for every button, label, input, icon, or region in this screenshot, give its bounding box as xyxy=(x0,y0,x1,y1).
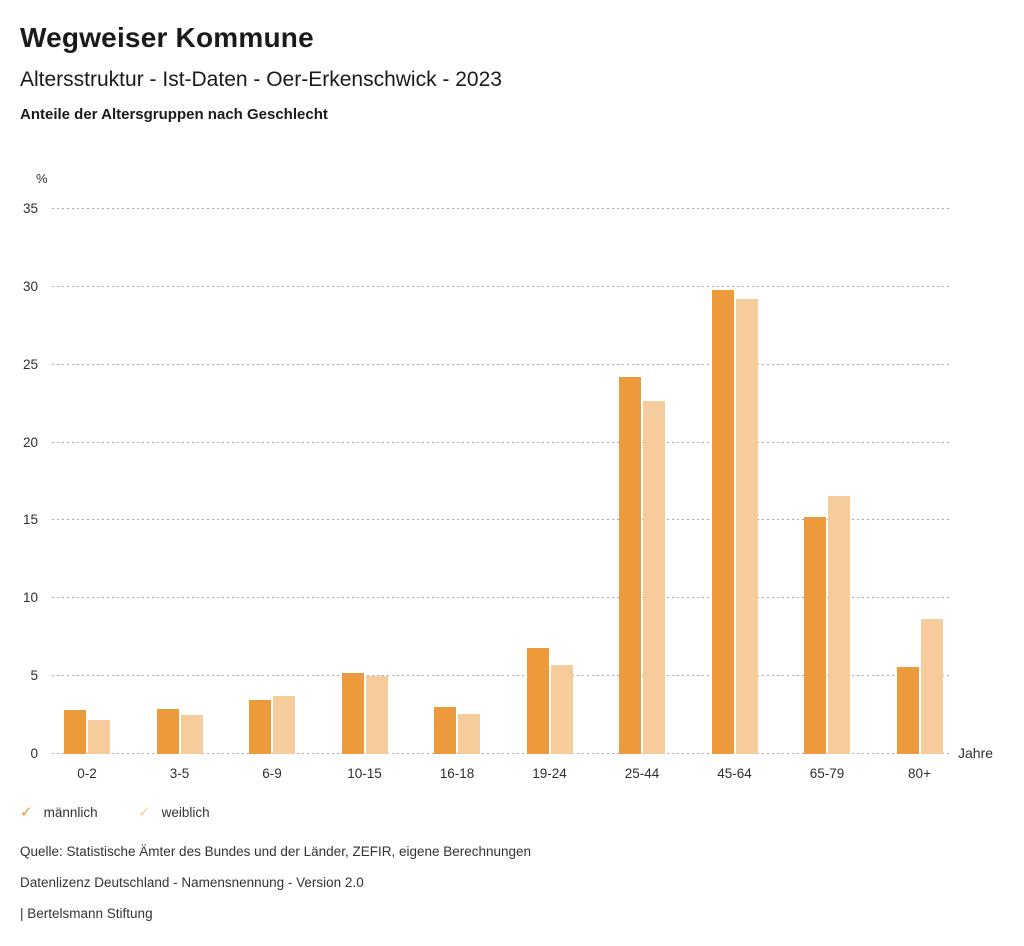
page-title: Wegweiser Kommune xyxy=(20,22,314,53)
attribution-text: | Bertelsmann Stiftung xyxy=(20,906,153,921)
x-tick-label-6-9: 6-9 xyxy=(262,766,282,781)
y-tick-label-35: 35 xyxy=(22,201,38,216)
bar-group-10-15 xyxy=(342,673,388,754)
bar-male-3-5[interactable] xyxy=(157,709,179,754)
bar-female-25-44[interactable] xyxy=(643,401,665,754)
gridline-35 xyxy=(52,208,952,209)
x-tick-label-19-24: 19-24 xyxy=(532,766,567,781)
bar-male-25-44[interactable] xyxy=(619,377,641,754)
chart-heading: Anteile der Altersgruppen nach Geschlecht xyxy=(20,106,328,123)
bar-group-0-2 xyxy=(64,710,110,754)
bar-female-6-9[interactable] xyxy=(273,696,295,754)
bar-group-80+ xyxy=(897,619,943,754)
x-tick-label-25-44: 25-44 xyxy=(624,766,660,781)
bar-male-45-64[interactable] xyxy=(712,290,734,754)
bar-group-45-64 xyxy=(712,290,758,754)
bar-male-19-24[interactable] xyxy=(527,648,549,754)
bar-female-10-15[interactable] xyxy=(366,676,388,754)
bar-female-45-64[interactable] xyxy=(736,299,758,754)
gridline-30 xyxy=(52,286,952,287)
bar-female-16-18[interactable] xyxy=(458,714,480,754)
x-axis-unit-label: Jahre xyxy=(958,745,994,761)
x-tick-label-80+: 80+ xyxy=(908,766,931,781)
legend-item-maennlich[interactable] xyxy=(20,803,98,821)
bar-male-6-9[interactable] xyxy=(249,700,271,755)
legend-item-weiblich[interactable] xyxy=(138,803,210,821)
bar-group-19-24 xyxy=(527,648,573,754)
legend-label: weiblich xyxy=(161,804,210,820)
bar-female-3-5[interactable] xyxy=(181,715,203,754)
y-tick-label-20: 20 xyxy=(22,434,38,450)
bar-group-3-5 xyxy=(157,709,203,754)
x-tick-label-16-18: 16-18 xyxy=(439,766,475,781)
check-icon: ✓ xyxy=(138,804,151,821)
bar-male-0-2[interactable] xyxy=(64,710,86,754)
x-tick-label-65-79: 65-79 xyxy=(809,766,845,781)
bar-female-0-2[interactable] xyxy=(88,720,110,754)
chart-subtitle: Altersstruktur - Ist-Daten - Oer-Erkenschwick - 2023 xyxy=(20,68,502,91)
bar-group-16-18 xyxy=(434,707,480,754)
bar-male-80+[interactable] xyxy=(897,667,919,754)
source-text: Quelle: Statistische Ämter des Bundes und der Länder, ZEFIR, eigene Berechnungen xyxy=(20,844,532,859)
x-tick-label-45-64: 45-64 xyxy=(717,766,752,781)
y-tick-label-10: 10 xyxy=(22,590,38,606)
y-tick-label-25: 25 xyxy=(22,356,38,372)
y-tick-label-0: 0 xyxy=(30,746,38,761)
y-tick-label-30: 30 xyxy=(22,278,38,294)
bar-female-80+[interactable] xyxy=(921,619,943,754)
bar-male-10-15[interactable] xyxy=(342,673,364,754)
y-axis-unit-label: % xyxy=(36,171,48,186)
x-tick-label-10-15: 10-15 xyxy=(347,766,382,781)
gridline-25 xyxy=(52,364,952,365)
bar-chart-plot-area xyxy=(52,209,994,781)
bar-group-65-79 xyxy=(804,496,850,754)
bar-male-16-18[interactable] xyxy=(434,707,456,754)
bar-group-25-44 xyxy=(619,377,665,754)
check-icon: ✓ xyxy=(20,804,33,821)
bar-group-6-9 xyxy=(249,696,295,754)
bar-female-65-79[interactable] xyxy=(828,496,850,754)
bar-male-65-79[interactable] xyxy=(804,517,826,754)
y-tick-label-5: 5 xyxy=(30,668,38,684)
x-tick-label-0-2: 0-2 xyxy=(77,766,97,781)
bar-female-19-24[interactable] xyxy=(551,665,573,754)
license-text: Datenlizenz Deutschland - Namensnennung - Version 2.0 xyxy=(20,875,364,890)
y-tick-label-15: 15 xyxy=(22,512,38,528)
gridline-20 xyxy=(52,442,952,443)
legend-label: männlich xyxy=(43,804,98,820)
x-tick-label-3-5: 3-5 xyxy=(169,766,190,781)
